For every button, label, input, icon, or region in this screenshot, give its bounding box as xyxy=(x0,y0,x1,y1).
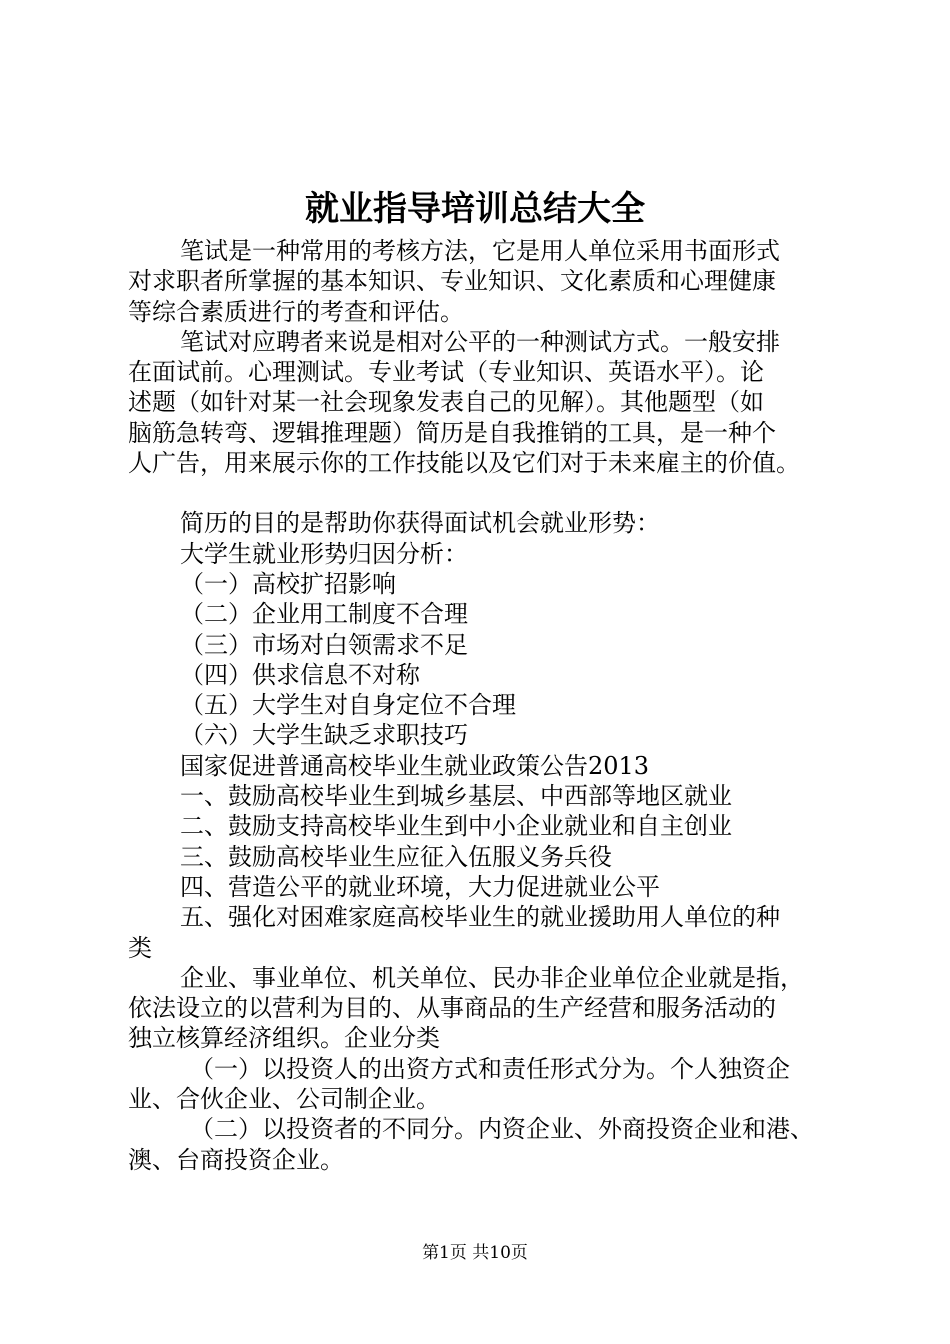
paragraph-line: 企业、事业单位、机关单位、民办非企业单位企业就是指， xyxy=(180,963,804,992)
list-item: （五）大学生对自身定位不合理 xyxy=(180,691,516,720)
paragraph-line: 独立核算经济组织。企业分类 xyxy=(128,1024,440,1053)
paragraph-line: 简历的目的是帮助你获得面试机会就业形势： xyxy=(180,509,660,538)
list-item: （六）大学生缺乏求职技巧 xyxy=(180,721,468,750)
paragraph-line: （一）以投资人的出资方式和责任形式分为。个人独资企 xyxy=(190,1054,790,1083)
paragraph-line: 大学生就业形势归因分析： xyxy=(180,539,468,568)
list-item: 四、营造公平的就业环境，大力促进就业公平 xyxy=(180,872,660,901)
list-item: 二、鼓励支持高校毕业生到中小企业就业和自主创业 xyxy=(180,812,732,841)
document-title: 就业指导培训总结大全 xyxy=(305,189,645,229)
paragraph-line: 笔试是一种常用的考核方法，它是用人单位采用书面形式 xyxy=(180,237,780,265)
page-footer: 第1页 共10页 xyxy=(422,1243,528,1263)
list-item: 一、鼓励高校毕业生到城乡基层、中西部等地区就业 xyxy=(180,782,732,811)
paragraph-line: （二）以投资者的不同分。内资企业、外商投资企业和港、 xyxy=(190,1115,814,1144)
paragraph-line: 等综合素质进行的考查和评估。 xyxy=(128,297,464,326)
paragraph-line: 国家促进普通高校毕业生就业政策公告2013 xyxy=(180,751,650,780)
list-item: 三、鼓励高校毕业生应征入伍服义务兵役 xyxy=(180,842,612,871)
paragraph-line: 对求职者所掌握的基本知识、专业知识、文化素质和心理健康 xyxy=(128,267,776,296)
list-item: （二）企业用工制度不合理 xyxy=(180,600,468,629)
document-body xyxy=(128,236,858,1175)
paragraph-line: 依法设立的以营利为目的、从事商品的生产经营和服务活动的 xyxy=(128,994,776,1023)
list-item: 五、强化对困难家庭高校毕业生的就业援助用人单位的种 xyxy=(180,903,780,932)
paragraph-line: 类 xyxy=(128,933,152,962)
paragraph-line: 笔试对应聘者来说是相对公平的一种测试方式。一般安排 xyxy=(180,327,780,356)
paragraph-line: 在面试前。心理测试。专业考试（专业知识、英语水平）。论 xyxy=(128,358,764,387)
paragraph-line: 业、合伙企业、公司制企业。 xyxy=(128,1085,440,1114)
blank-line xyxy=(128,478,858,508)
list-item: （三）市场对白领需求不足 xyxy=(180,630,468,659)
paragraph-line: 脑筋急转弯、逻辑推理题）简历是自我推销的工具，是一种个 xyxy=(128,418,776,447)
paragraph-line: 人广告，用来展示你的工作技能以及它们对于未来雇主的价值。 xyxy=(128,449,800,478)
paragraph-line: 澳、台商投资企业。 xyxy=(128,1145,344,1174)
list-item: （一）高校扩招影响 xyxy=(180,569,396,598)
list-item: （四）供求信息不对称 xyxy=(180,660,420,689)
paragraph-line: 述题（如针对某一社会现象发表自己的见解）。其他题型（如 xyxy=(128,388,764,417)
